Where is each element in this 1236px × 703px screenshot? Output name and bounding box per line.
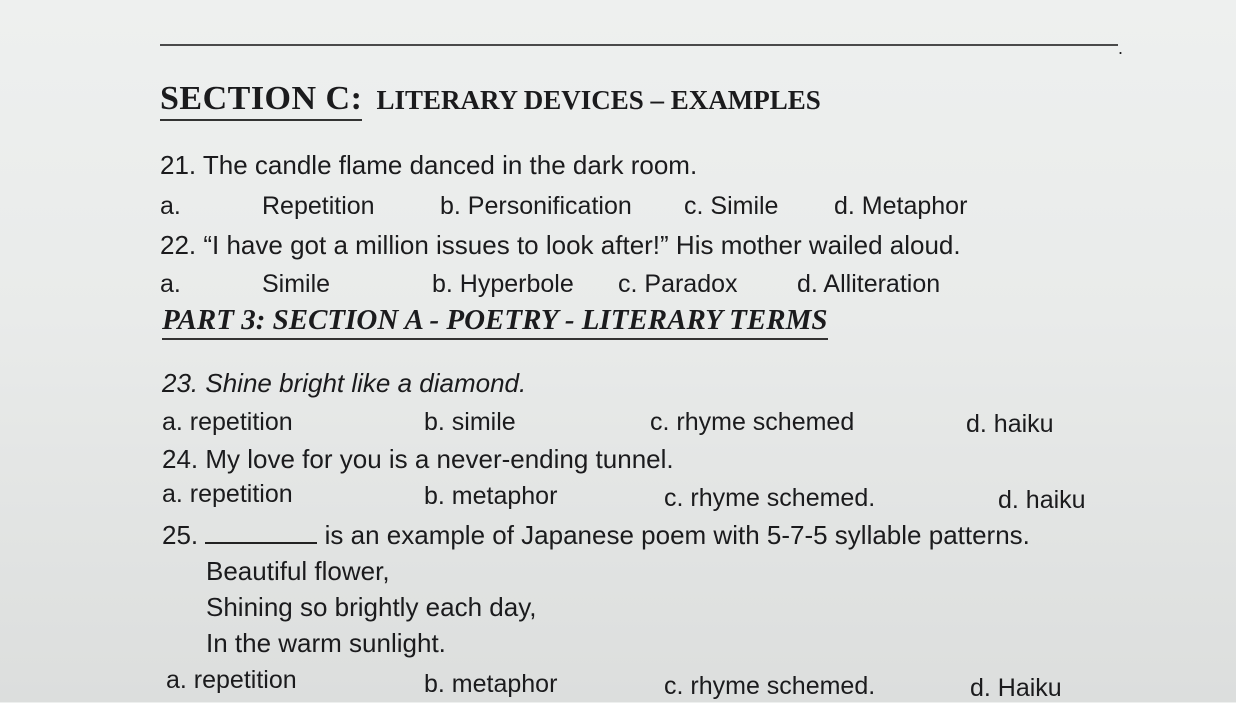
question-21-text: 21. The candle flame danced in the dark room. (160, 150, 698, 180)
question-25-text: is an example of Japanese poem with 5-7-5 syllable patterns. (324, 520, 1030, 550)
haiku-line-1: Beautiful flower, (206, 556, 390, 586)
q24-option-a: a. repetition (162, 480, 293, 508)
haiku-line-3: In the warm sunlight. (206, 628, 446, 658)
line-end-dot: . (1118, 38, 1124, 58)
q22-option-a-letter: a. (160, 270, 181, 298)
question-25-number: 25. (162, 520, 199, 550)
q21-option-b: b. Personification (440, 192, 632, 220)
q21-option-a-letter: a. (160, 192, 181, 220)
answer-blank[interactable] (205, 522, 317, 544)
part-3-heading: PART 3: SECTION A - POETRY - LITERARY TERMS (162, 304, 828, 340)
section-c-heading (160, 80, 821, 118)
q21-option-d: d. Metaphor (834, 192, 968, 220)
section-c-title: LITERARY DEVICES – EXAMPLES (376, 85, 821, 115)
q25-option-a: a. repetition (166, 666, 297, 694)
question-23-text: 23. Shine bright like a diamond. (162, 368, 527, 398)
question-25 (162, 520, 1030, 551)
q22-option-b: b. Hyperbole (432, 270, 574, 298)
q23-option-a: a. repetition (162, 408, 293, 436)
top-answer-line (160, 44, 1118, 46)
q22-option-c: c. Paradox (618, 270, 738, 298)
q22-option-d: d. Alliteration (797, 270, 941, 298)
q21-option-a: Repetition (262, 192, 375, 220)
q25-option-b: b. metaphor (424, 670, 558, 698)
q21-option-c: c. Simile (684, 192, 779, 220)
q25-option-c: c. rhyme schemed. (664, 672, 876, 700)
q24-option-d: d. haiku (998, 486, 1086, 514)
haiku-line-2: Shining so brightly each day, (206, 592, 537, 622)
q25-option-d: d. Haiku (970, 674, 1062, 702)
q23-option-d: d. haiku (966, 410, 1054, 438)
q23-option-b: b. simile (424, 408, 516, 436)
section-c-label: SECTION C: (160, 80, 362, 121)
q22-option-a: Simile (262, 270, 331, 298)
question-24-text: 24. My love for you is a never-ending tunnel. (162, 444, 674, 474)
q24-option-b: b. metaphor (424, 482, 558, 510)
q23-option-c: c. rhyme schemed (650, 408, 855, 436)
q24-option-c: c. rhyme schemed. (664, 484, 876, 512)
question-22-text: 22. “I have got a million issues to look after!” His mother wailed aloud. (160, 230, 961, 260)
